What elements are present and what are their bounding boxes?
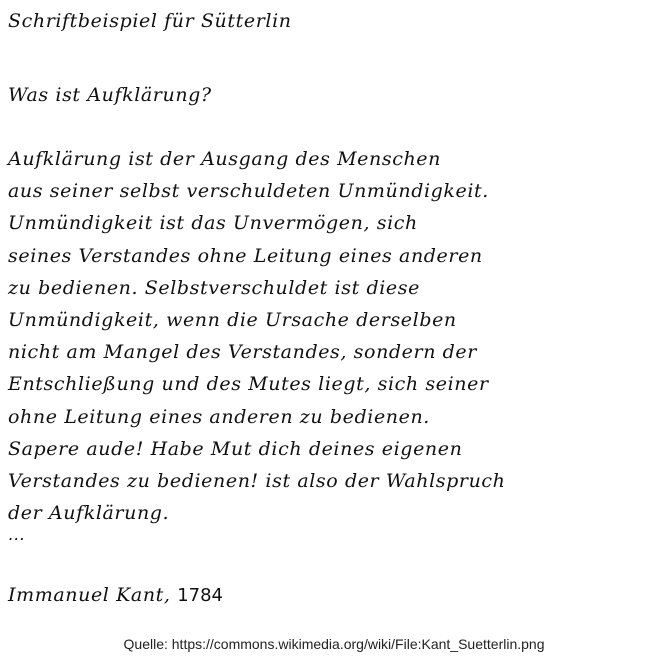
body-line: nicht am Mangel des Verstandes, sondern der xyxy=(8,341,477,364)
document-heading: Schriftbeispiel für Sütterlin xyxy=(8,10,292,32)
body-line: Sapere aude! Habe Mut dich deines eigenen xyxy=(8,437,463,460)
body-line: aus seiner selbst verschuldeten Unmündigkeit. xyxy=(8,180,489,203)
body-line: zu bedienen. Selbstverschuldet ist diese xyxy=(8,276,420,299)
ellipsis: ... xyxy=(8,525,26,544)
body-line: Aufklärung ist der Ausgang des Menschen xyxy=(8,148,441,170)
signature: Immanuel Kant, 1784 xyxy=(8,584,223,606)
document-body xyxy=(8,143,506,529)
body-line: Entschließung und des Mutes liegt, sich seiner xyxy=(8,373,489,396)
body-line: der Aufklärung. xyxy=(8,502,170,525)
document-question: Was ist Aufklärung? xyxy=(8,84,212,106)
body-line: Verstandes zu bedienen! ist also der Wahlspruch xyxy=(8,469,506,492)
body-line: Unmündigkeit ist das Unvermögen, sich xyxy=(8,212,418,235)
body-line: Unmündigkeit, wenn die Ursache derselben xyxy=(8,308,457,331)
body-line: seines Verstandes ohne Leitung eines anderen xyxy=(8,244,483,267)
source-caption: Quelle: https://commons.wikimedia.org/wiki/File:Kant_Suetterlin.png xyxy=(123,636,545,652)
author-name: Immanuel Kant xyxy=(8,584,164,606)
year: 1784 xyxy=(177,585,223,606)
body-line: ohne Leitung eines anderen zu bedienen. xyxy=(8,405,430,428)
